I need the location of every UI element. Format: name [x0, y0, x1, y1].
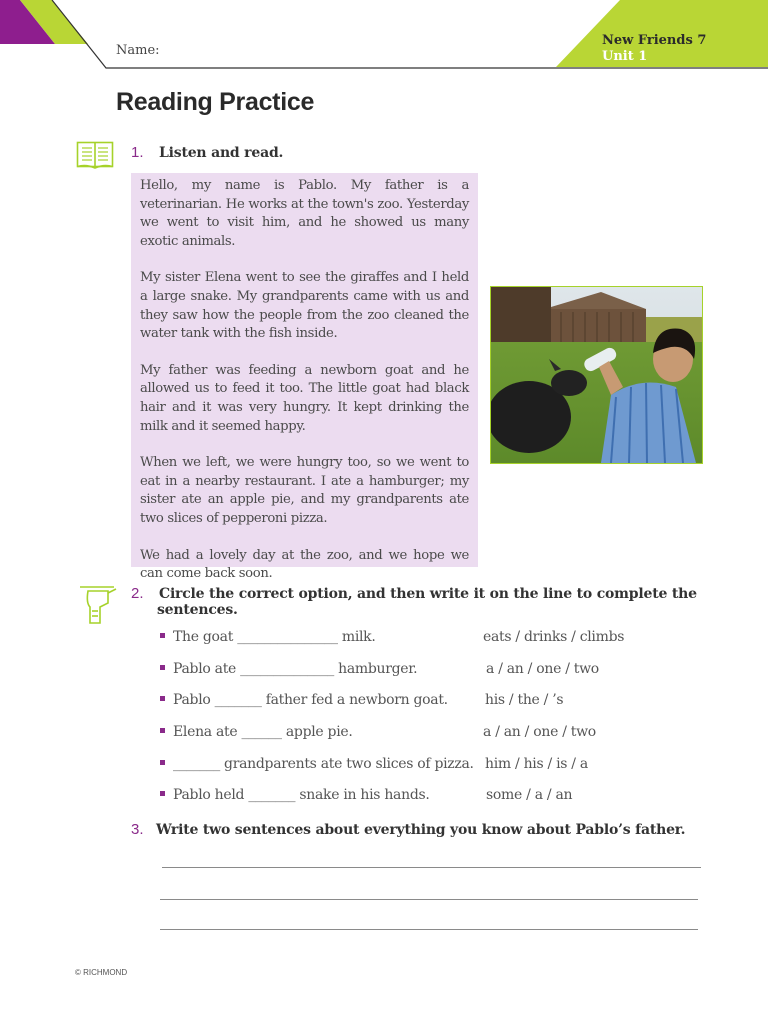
answer-line-1[interactable] — [162, 867, 701, 868]
exercise-options[interactable]: him / his / is / a — [485, 755, 588, 772]
passage-paragraph-1: Hello, my name is Pablo. My father is a veterinarian. He works at the town's zoo. Yesterday we went to visit him, and he showed us many exotic animals. — [140, 178, 469, 249]
name-label: Name: — [116, 43, 160, 58]
exercise-options[interactable]: his / the / ’s — [485, 692, 564, 709]
exercise-list — [160, 629, 680, 819]
exercise-item — [160, 629, 680, 661]
open-book-icon — [76, 140, 114, 174]
section2-number: 2. — [131, 585, 144, 602]
answer-line-3[interactable] — [160, 929, 698, 930]
exercise-sentence: Elena ate ______ apple pie. — [173, 724, 353, 741]
exercise-item — [160, 661, 680, 693]
section1-instruction: Listen and read. — [159, 145, 284, 161]
bullet-marker — [160, 633, 165, 638]
exercise-item — [160, 787, 680, 819]
section3-number: 3. — [131, 821, 144, 838]
exercise-options[interactable]: a / an / one / two — [486, 660, 599, 677]
section1-number: 1. — [131, 144, 144, 161]
passage-paragraph-2: My sister Elena went to see the giraffes and I held a large snake. My grandparents came with us and they saw how the people from the zoo cleaned the water tank with the fish inside. — [140, 270, 469, 342]
passage-paragraph-3: My father was feeding a newborn goat and he allowed us to feed it too. The little goat had black hair and it was very hungry. It kept drinking the milk and it seemed happy. — [140, 362, 469, 434]
bullet-marker — [160, 728, 165, 733]
copyright-footer: © RICHMOND — [75, 968, 128, 977]
bullet-marker — [160, 665, 165, 670]
bullet-marker — [160, 696, 165, 701]
page-title: Reading Practice — [116, 88, 315, 116]
passage-paragraph-4: When we left, we were hungry too, so we went to eat in a nearby restaurant. I ate a hamburger; my sister ate an apple pie, and my grandparents ate two slices of pepperoni pizza. — [140, 455, 469, 526]
exercise-options[interactable]: eats / drinks / climbs — [483, 629, 625, 645]
section3-instruction: Write two sentences about everything you know about Pablo’s father. — [156, 822, 686, 838]
exercise-item — [160, 692, 680, 724]
bullet-marker — [160, 791, 165, 796]
book-title: New Friends 7 — [602, 33, 707, 48]
section2-instruction-line1: Circle the correct option, and then write it on the line to complete the — [159, 586, 697, 602]
boy-bottle-feeding-goat-photo — [490, 286, 703, 464]
exercise-sentence: Pablo _______ father fed a newborn goat. — [173, 692, 448, 709]
section2-instruction-line2: sentences. — [157, 602, 238, 618]
exercise-options[interactable]: a / an / one / two — [483, 724, 596, 741]
answer-line-2[interactable] — [160, 899, 698, 900]
unit-label: Unit 1 — [602, 49, 648, 64]
exercise-sentence: Pablo ate ______________ hamburger. — [173, 660, 418, 677]
exercise-item — [160, 756, 680, 788]
exercise-item — [160, 724, 680, 756]
exercise-sentence: Pablo held _______ snake in his hands. — [173, 787, 430, 804]
section2-instruction — [159, 586, 719, 618]
reading-passage — [131, 173, 478, 582]
exercise-options[interactable]: some / a / an — [486, 787, 573, 804]
hand-pencil-icon — [78, 583, 118, 631]
exercise-sentence: The goat _______________ milk. — [173, 629, 376, 645]
bullet-marker — [160, 760, 165, 765]
passage-paragraph-5: We had a lovely day at the zoo, and we hope we can come back soon. — [140, 547, 469, 582]
exercise-sentence: _______ grandparents ate two slices of pizza. — [173, 755, 474, 772]
